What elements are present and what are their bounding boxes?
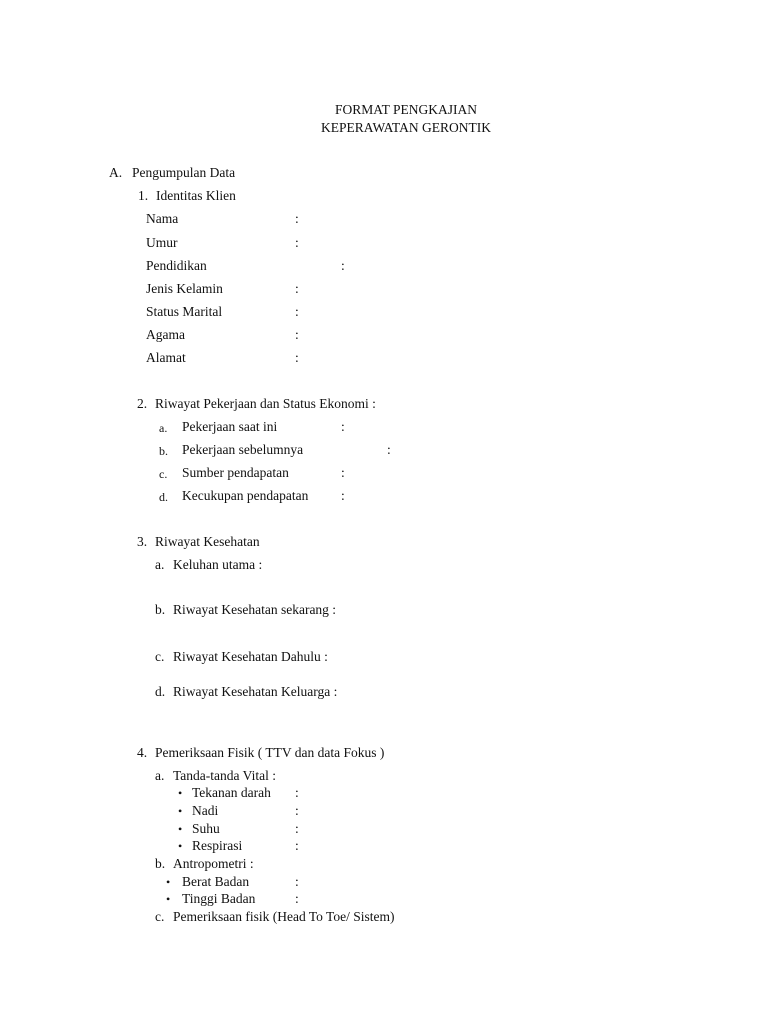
pekerjaan-item-a-marker: a. xyxy=(159,421,168,435)
field-nama-label: Nama xyxy=(146,211,179,226)
antropometri-berat-label: Berat Badan xyxy=(182,874,250,889)
identitas-label: Identitas Klien xyxy=(156,188,236,203)
field-agama-label: Agama xyxy=(146,327,185,342)
ttv-nadi-label: Nadi xyxy=(192,803,219,818)
ttv-respirasi-label: Respirasi xyxy=(192,838,243,853)
field-jenis-kelamin-colon: : xyxy=(295,281,299,296)
field-alamat-colon: : xyxy=(295,350,299,365)
ttv-suhu-label: Suhu xyxy=(192,821,220,836)
kesehatan-item-c-marker: c. xyxy=(155,649,165,664)
document-title-line1: FORMAT PENGKAJIAN xyxy=(335,102,477,117)
ttv-label: Tanda-tanda Vital : xyxy=(173,768,276,783)
pekerjaan-item-c-colon: : xyxy=(341,465,345,480)
kesehatan-label: Riwayat Kesehatan xyxy=(155,534,260,549)
kesehatan-item-c-label: Riwayat Kesehatan Dahulu : xyxy=(173,649,328,664)
kesehatan-item-d-marker: d. xyxy=(155,684,166,699)
antropometri-bullet-berat: • xyxy=(166,875,171,889)
pekerjaan-item-d-marker: d. xyxy=(159,490,168,504)
field-umur-label: Umur xyxy=(146,235,178,250)
pekerjaan-item-d-colon: : xyxy=(341,488,345,503)
antropometri-marker: b. xyxy=(155,856,166,871)
ttv-bullet-respirasi: • xyxy=(178,839,183,853)
ttv-nadi-colon: : xyxy=(295,803,299,818)
pekerjaan-item-b-label: Pekerjaan sebelumnya xyxy=(182,442,304,457)
antropometri-tinggi-colon: : xyxy=(295,891,299,906)
ttv-marker: a. xyxy=(155,768,165,783)
pekerjaan-marker: 2. xyxy=(137,396,148,411)
kesehatan-item-a-label: Keluhan utama : xyxy=(173,557,263,572)
head-to-toe-label: Pemeriksaan fisik (Head To Toe/ Sistem) xyxy=(173,909,395,924)
kesehatan-item-b-label: Riwayat Kesehatan sekarang : xyxy=(173,602,337,617)
kesehatan-marker: 3. xyxy=(137,534,148,549)
field-alamat-label: Alamat xyxy=(146,350,186,365)
ttv-respirasi-colon: : xyxy=(295,838,299,853)
pekerjaan-item-a-label: Pekerjaan saat ini xyxy=(182,419,278,434)
kesehatan-item-a-marker: a. xyxy=(155,557,165,572)
field-status-marital-label: Status Marital xyxy=(146,304,223,319)
fisik-label: Pemeriksaan Fisik ( TTV dan data Fokus ) xyxy=(155,745,385,760)
field-jenis-kelamin-label: Jenis Kelamin xyxy=(146,281,223,296)
ttv-bullet-tekanan: • xyxy=(178,786,183,800)
pekerjaan-item-c-marker: c. xyxy=(159,467,168,481)
field-agama-colon: : xyxy=(295,327,299,342)
ttv-bullet-nadi: • xyxy=(178,804,183,818)
head-to-toe-marker: c. xyxy=(155,909,165,924)
field-nama-colon: : xyxy=(295,211,299,226)
antropometri-tinggi-label: Tinggi Badan xyxy=(182,891,256,906)
pekerjaan-item-b-colon: : xyxy=(387,442,391,457)
antropometri-bullet-tinggi: • xyxy=(166,892,171,906)
section-a-label: Pengumpulan Data xyxy=(132,165,236,180)
document-title-line2: KEPERAWATAN GERONTIK xyxy=(321,120,491,135)
antropometri-berat-colon: : xyxy=(295,874,299,889)
identitas-marker: 1. xyxy=(138,188,149,203)
pekerjaan-item-c-label: Sumber pendapatan xyxy=(182,465,289,480)
fisik-marker: 4. xyxy=(137,745,148,760)
antropometri-label: Antropometri : xyxy=(173,856,254,871)
kesehatan-item-d-label: Riwayat Kesehatan Keluarga : xyxy=(173,684,338,699)
ttv-bullet-suhu: • xyxy=(178,822,183,836)
pekerjaan-item-d-label: Kecukupan pendapatan xyxy=(182,488,309,503)
field-pendidikan-colon: : xyxy=(341,258,345,273)
ttv-tekanan-label: Tekanan darah xyxy=(192,785,271,800)
ttv-tekanan-colon: : xyxy=(295,785,299,800)
ttv-suhu-colon: : xyxy=(295,821,299,836)
field-umur-colon: : xyxy=(295,235,299,250)
field-pendidikan-label: Pendidikan xyxy=(146,258,207,273)
section-a-marker: A. xyxy=(109,165,123,180)
field-status-marital-colon: : xyxy=(295,304,299,319)
pekerjaan-item-b-marker: b. xyxy=(159,444,168,458)
kesehatan-item-b-marker: b. xyxy=(155,602,166,617)
pekerjaan-item-a-colon: : xyxy=(341,419,345,434)
pekerjaan-label: Riwayat Pekerjaan dan Status Ekonomi : xyxy=(155,396,376,411)
